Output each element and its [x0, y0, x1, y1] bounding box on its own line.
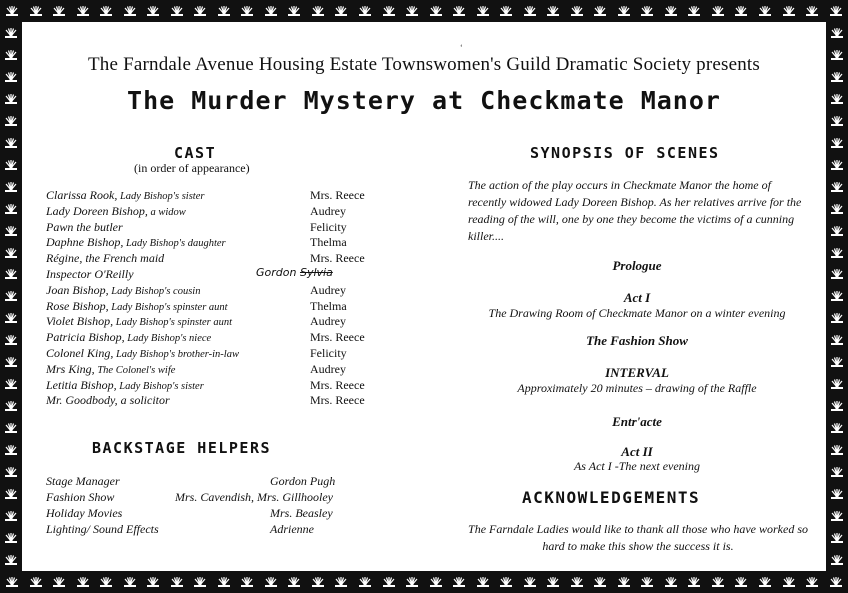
handwritten-name: Gordon: [256, 266, 300, 279]
border-ornament-icon: [310, 4, 326, 18]
border-ornament-icon: [3, 202, 19, 216]
border-ornament-icon: [169, 4, 185, 18]
border-ornament-icon: [569, 575, 585, 589]
synopsis-heading: SYNOPSIS OF SCENES: [530, 144, 720, 162]
border-ornament-icon: [733, 4, 749, 18]
border-ornament-icon: [286, 4, 302, 18]
role-description: Lady Bishop's niece: [124, 333, 212, 345]
role-description: Lady Bishop's daughter: [123, 238, 226, 250]
border-ornament-icon: [3, 377, 19, 391]
act1-desc: The Drawing Room of Checkmate Manor on a winter evening: [488, 306, 786, 320]
role-name: Joan Bishop,: [46, 282, 109, 297]
acknowledgements-text: The Farndale Ladies would like to thank all those who have worked so hard to make this show the success it is.: [468, 522, 808, 553]
border-ornament-icon: [51, 4, 67, 18]
border-ornament-icon: [3, 333, 19, 347]
border-ornament-icon: [829, 246, 845, 260]
border-ornament-icon: [3, 553, 19, 567]
act2-desc: As Act I -The next evening: [573, 459, 701, 473]
interval-desc: Approximately 20 minutes – drawing of the Raffle: [517, 381, 757, 395]
cast-role: [46, 267, 134, 282]
role-name: Patricia Bishop,: [46, 330, 125, 345]
border-ornament-icon: [829, 202, 845, 216]
act2-title: Act II: [621, 444, 653, 459]
border-ornament-icon: [498, 4, 514, 18]
cast-role: [46, 283, 200, 298]
backstage-person: Mrs. Cavendish, Mrs. Gillhooley: [175, 490, 333, 504]
border-ornament-icon: [686, 575, 702, 589]
role-name: Colonel King,: [46, 346, 114, 360]
border-ornament-icon: [3, 311, 19, 325]
border-ornament-icon: [829, 465, 845, 479]
border-ornament-icon: [98, 4, 114, 18]
cast-actor: Audrey: [310, 314, 346, 329]
cast-role: [46, 378, 204, 393]
acknowledgements-heading: ACKNOWLEDGEMENTS: [522, 488, 701, 507]
border-ornament-icon: [663, 575, 679, 589]
cast-role: [46, 362, 175, 377]
border-ornament-icon: [781, 575, 797, 589]
synopsis-intro: The action of the play occurs in Checkmate Manor the home of recently widowed Lady Doreen Bishop. As her relatives arrive for the reading of the will, one by one they become the victims of a cunning killer....: [468, 178, 802, 243]
backstage-person: Gordon Pugh: [270, 474, 336, 488]
border-ornament-icon: [829, 377, 845, 391]
border-ornament-icon: [829, 553, 845, 567]
border-ornament-icon: [781, 4, 797, 18]
cast-subheading: (in order of appearance): [134, 161, 250, 175]
cast-role: [46, 220, 123, 235]
cast-actor: Mrs. Reece: [310, 251, 365, 266]
border-ornament-icon: [639, 4, 655, 18]
border-ornament-icon: [498, 575, 514, 589]
prologue-title: Prologue: [612, 258, 662, 273]
role-description: Lady Bishop's sister: [116, 380, 204, 392]
cast-role: [46, 314, 232, 329]
border-ornament-icon: [451, 575, 467, 589]
border-ornament-icon: [829, 267, 845, 281]
border-ornament-icon: [3, 158, 19, 172]
border-ornament-icon: [3, 509, 19, 523]
play-title: The Murder Mystery at Checkmate Manor: [127, 86, 721, 115]
border-ornament-icon: [804, 575, 820, 589]
border-ornament-icon: [829, 333, 845, 347]
border-ornament-icon: [3, 92, 19, 106]
cast-actor: Thelma: [310, 298, 347, 313]
border-ornament-icon: [733, 575, 749, 589]
border-ornament-icon: [475, 575, 491, 589]
border-ornament-icon: [522, 4, 538, 18]
border-ornament-icon: [592, 575, 608, 589]
border-ornament-icon: [4, 575, 20, 589]
border-ornament-icon: [145, 4, 161, 18]
role-name: Letitia Bishop,: [46, 377, 117, 392]
role-description: Lady Bishop's spinster aunt: [113, 317, 233, 329]
fashion-show-title: The Fashion Show: [586, 333, 688, 348]
border-ornament-icon: [263, 4, 279, 18]
cast-actor: Audrey: [310, 282, 346, 297]
border-ornament-icon: [122, 4, 138, 18]
border-ornament-icon: [169, 575, 185, 589]
border-ornament-icon: [829, 136, 845, 150]
role-name: Lady Doreen Bishop,: [46, 203, 148, 218]
role-name: Régine, the French maid: [46, 251, 165, 266]
border-ornament-icon: [4, 4, 20, 18]
border-ornament-icon: [357, 4, 373, 18]
border-ornament-icon: [592, 4, 608, 18]
cast-role: [46, 204, 186, 219]
role-name: Mrs King,: [46, 361, 95, 376]
role-description: a widow: [147, 206, 186, 218]
cast-role: [46, 299, 228, 314]
border-ornament-icon: [451, 4, 467, 18]
programme-page: [22, 22, 826, 571]
backstage-job: Fashion Show: [46, 490, 115, 504]
border-ornament-icon: [829, 509, 845, 523]
border-ornament-icon: [569, 4, 585, 18]
backstage-heading: BACKSTAGE HELPERS: [92, 439, 272, 457]
border-ornament-icon: [216, 4, 232, 18]
border-ornament-icon: [263, 575, 279, 589]
border-ornament-icon: [616, 575, 632, 589]
border-ornament-icon: [381, 575, 397, 589]
border-ornament-icon: [829, 48, 845, 62]
border-ornament-icon: [3, 246, 19, 260]
border-ornament-icon: [3, 26, 19, 40]
role-name: Clarissa Rook,: [46, 188, 118, 202]
cast-actor: Audrey: [310, 361, 346, 376]
border-ornament-icon: [686, 4, 702, 18]
border-ornament-icon: [829, 180, 845, 194]
border-ornament-icon: [192, 4, 208, 18]
backstage-job: Lighting/ Sound Effects: [46, 522, 159, 536]
border-ornament-icon: [3, 70, 19, 84]
border-ornament-icon: [757, 4, 773, 18]
interval-title: INTERVAL: [605, 365, 669, 380]
cast-heading: CAST: [174, 144, 217, 162]
border-ornament-icon: [829, 92, 845, 106]
border-ornament-icon: [404, 575, 420, 589]
border-ornament-icon: [51, 575, 67, 589]
role-description: The Colonel's wife: [94, 364, 176, 376]
border-ornament-icon: [829, 158, 845, 172]
border-ornament-icon: [192, 575, 208, 589]
border-ornament-icon: [829, 224, 845, 238]
cast-actor: Felicity: [310, 219, 347, 234]
border-ornament-icon: [428, 575, 444, 589]
border-ornament-icon: [545, 575, 561, 589]
border-ornament-icon: [829, 399, 845, 413]
border-ornament-icon: [757, 575, 773, 589]
border-ornament-icon: [663, 4, 679, 18]
border-ornament-icon: [216, 575, 232, 589]
border-ornament-icon: [3, 48, 19, 62]
cast-actor: Felicity: [310, 346, 347, 360]
cast-actor: Thelma: [310, 235, 347, 250]
border-ornament-icon: [3, 180, 19, 194]
cast-actor: Mrs. Reece: [310, 377, 365, 392]
backstage-person: Mrs. Beasley: [270, 506, 333, 520]
border-ornament-icon: [3, 443, 19, 457]
border-ornament-icon: [3, 355, 19, 369]
role-description: Lady Bishop's cousin: [108, 285, 201, 297]
border-ornament-icon: [28, 4, 44, 18]
border-bottom: [0, 571, 848, 593]
border-top: [0, 0, 848, 22]
backstage-person: Adrienne: [270, 522, 314, 536]
border-ornament-icon: [286, 575, 302, 589]
cast-role: [46, 393, 170, 408]
society-line: The Farndale Avenue Housing Estate Townswomen's Guild Dramatic Society presents: [87, 54, 761, 75]
border-ornament-icon: [145, 575, 161, 589]
border-ornament-icon: [310, 575, 326, 589]
cast-role: [46, 235, 226, 250]
border-ornament-icon: [829, 487, 845, 501]
border-ornament-icon: [3, 421, 19, 435]
struck-name: Sylvia: [299, 266, 333, 279]
role-name: Violet Bishop,: [46, 314, 114, 329]
entracte-title: Entr'acte: [612, 414, 662, 429]
border-ornament-icon: [428, 4, 444, 18]
cast-role: [46, 188, 204, 203]
border-ornament-icon: [3, 267, 19, 281]
border-ornament-icon: [545, 4, 561, 18]
cast-actor: Mrs. Reece: [310, 330, 365, 345]
handwritten-correction: [256, 266, 333, 279]
border-ornament-icon: [3, 289, 19, 303]
cast-actor: Mrs. Reece: [310, 188, 365, 202]
cast-role: [46, 330, 211, 345]
role-name: Daphne Bishop,: [46, 235, 124, 250]
border-ornament-icon: [829, 355, 845, 369]
border-ornament-icon: [333, 4, 349, 18]
border-ornament-icon: [381, 4, 397, 18]
border-ornament-icon: [357, 575, 373, 589]
border-ornament-icon: [122, 575, 138, 589]
role-description: Lady Bishop's brother-in-law: [113, 349, 239, 360]
border-ornament-icon: [639, 575, 655, 589]
border-ornament-icon: [829, 531, 845, 545]
border-ornament-icon: [616, 4, 632, 18]
cast-role: [46, 251, 164, 266]
border-ornament-icon: [3, 531, 19, 545]
role-description: Lady Bishop's sister: [117, 191, 205, 202]
border-ornament-icon: [239, 4, 255, 18]
stray-mark: ‘: [460, 43, 463, 52]
border-ornament-icon: [804, 4, 820, 18]
border-ornament-icon: [28, 575, 44, 589]
border-ornament-icon: [98, 575, 114, 589]
border-left: [0, 22, 22, 571]
border-ornament-icon: [333, 575, 349, 589]
role-name: Mr. Goodbody, a solicitor: [46, 393, 170, 408]
border-ornament-icon: [829, 443, 845, 457]
border-ornament-icon: [475, 4, 491, 18]
backstage-job: Holiday Movies: [46, 506, 123, 520]
border-ornament-icon: [828, 575, 844, 589]
cast-actor: Mrs. Reece: [310, 393, 365, 408]
border-ornament-icon: [829, 421, 845, 435]
border-ornament-icon: [404, 4, 420, 18]
border-ornament-icon: [829, 289, 845, 303]
border-ornament-icon: [710, 4, 726, 18]
backstage-job: Stage Manager: [46, 474, 120, 488]
border-ornament-icon: [522, 575, 538, 589]
border-ornament-icon: [710, 575, 726, 589]
border-ornament-icon: [75, 4, 91, 18]
border-ornament-icon: [3, 399, 19, 413]
border-ornament-icon: [3, 224, 19, 238]
role-description: Lady Bishop's spinster aunt: [108, 301, 228, 313]
border-ornament-icon: [829, 114, 845, 128]
border-ornament-icon: [828, 4, 844, 18]
border-ornament-icon: [3, 136, 19, 150]
cast-actor: Audrey: [310, 203, 346, 218]
border-ornament-icon: [239, 575, 255, 589]
cast-role: [46, 346, 239, 361]
border-ornament-icon: [829, 70, 845, 84]
border-ornament-icon: [829, 26, 845, 40]
border-ornament-icon: [75, 575, 91, 589]
act1-title: Act I: [623, 290, 651, 305]
role-name: Pawn the butler: [46, 219, 123, 234]
border-right: [826, 22, 848, 571]
border-ornament-icon: [3, 114, 19, 128]
border-ornament-icon: [3, 465, 19, 479]
border-ornament-icon: [3, 487, 19, 501]
border-ornament-icon: [829, 311, 845, 325]
role-name: Rose Bishop,: [46, 298, 109, 313]
role-name: Inspector O'Reilly: [46, 267, 134, 281]
